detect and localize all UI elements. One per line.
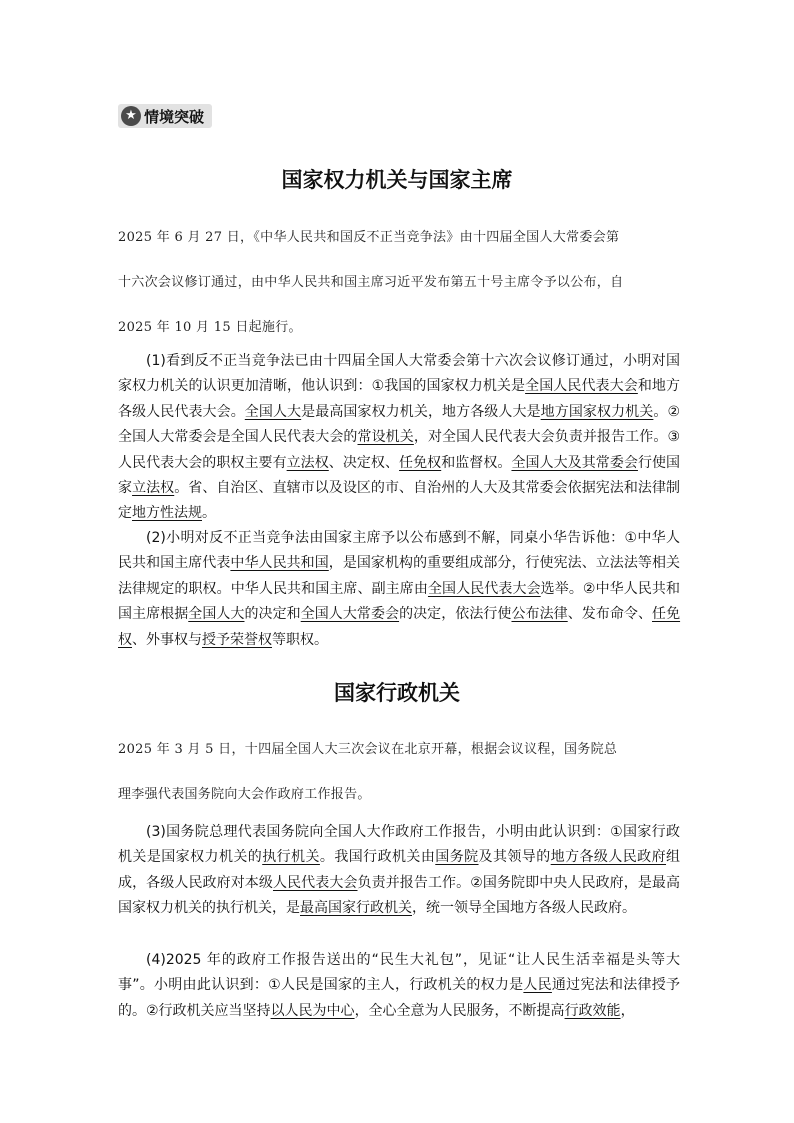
star-icon: ★: [121, 106, 141, 126]
text-run: 、发布命令、: [567, 606, 653, 623]
text-run: 的决定和: [244, 606, 301, 623]
question-2-paragraph: [118, 526, 680, 653]
answer-underline: 全国人大: [188, 606, 245, 623]
context-line: 2025 年 10 月 15 日起施行。: [118, 320, 302, 335]
answer-underline: 地方国家权力机关: [540, 403, 654, 420]
answer-underline: 任免权: [399, 454, 442, 471]
answer-underline: 人民代表大会: [272, 874, 358, 891]
text-run: (4)2025 年的政府工作报告送出的“民生大礼包”，见证“让人民生活幸福是头等大事”。小明由此认识到：①人民是国家的主人，行政机关的权力是: [118, 952, 680, 994]
answer-underline: 立法权: [132, 480, 175, 497]
context-line: 理李强代表国务院向大会作政府工作报告。: [118, 787, 371, 802]
question-1-paragraph: [118, 349, 680, 527]
text-run: ，统一领导全国地方各级人民政府。: [412, 900, 636, 917]
text-run: (3)国务院总理代表国务院向全国人大作政府工作报告，小明由此认识到：①国家行政机关是国家权力机关的: [118, 824, 680, 866]
answer-underline: 地方性法规: [132, 505, 202, 522]
text-run: 的决定，依法行使: [399, 606, 512, 623]
section-badge: [118, 104, 212, 128]
answer-underline: 全国人民代表大会: [427, 580, 541, 597]
context-block-2: [118, 740, 680, 830]
text-run: 。我国行政机关由: [319, 849, 436, 866]
text-run: 负责并报告工作。②国务院即中央人民政府，是最高国家权力机关的执行机关，是: [118, 874, 681, 917]
answer-underline: 全国人大常委会: [300, 606, 400, 623]
badge-label: 情境突破: [144, 107, 205, 126]
text-run: 、外事权与: [132, 631, 202, 648]
answer-underline: 以人民为中心: [270, 1002, 355, 1019]
answer-underline: 全国人大及其常委会: [511, 454, 638, 471]
text-run: 。: [202, 505, 216, 522]
answer-underline: 授予荣誉权: [202, 631, 272, 648]
answer-underline: 任免权: [118, 606, 681, 648]
answer-underline: 最高国家行政机关: [300, 900, 412, 917]
answer-underline: 立法权: [286, 454, 329, 471]
text-run: 组成，各级人民政府对本级: [118, 849, 681, 891]
answer-underline: 公布法律: [511, 606, 568, 623]
answer-underline: 常设机关: [357, 429, 414, 446]
text-run: 。省、自治区、直辖市以及设区的市、自治州的人大及其常委会依据宪法和法律制定: [118, 480, 681, 522]
context-line: 2025 年 6 月 27 日，《中华人民共和国反不正当竞争法》由十四届全国人大常委会第: [118, 230, 620, 245]
text-run: 选举。②中华人民共和国主席根据: [118, 580, 681, 623]
text-run: 及其领导的: [478, 849, 551, 866]
text-run: 行使国家: [118, 454, 681, 497]
section-title-power-organs: 国家权力机关与国家主席: [281, 168, 513, 192]
answer-underline: 全国人民代表大会: [525, 378, 638, 395]
text-run: ，全心全意为人民服务，不断提高: [354, 1002, 565, 1019]
answer-underline: 人民: [523, 977, 552, 994]
answer-underline: 国务院: [435, 849, 479, 866]
text-run: ，对全国人民代表大会负责并报告工作。③人民代表大会的职权主要有: [118, 429, 680, 471]
context-line: 2025 年 3 月 5 日，十四届全国人大三次会议在北京开幕，根据会议议程，国务院总: [118, 742, 618, 757]
answer-underline: 中华人民共和国: [230, 555, 329, 572]
question-4-paragraph: [118, 948, 680, 1024]
section-title-administrative-organs: 国家行政机关: [334, 681, 460, 705]
answer-underline: 执行机关: [262, 849, 320, 866]
context-line: 十六次会议修订通过，由中华人民共和国主席习近平发布第五十号主席令予以公布，自: [118, 275, 624, 290]
text-run: 和监督权。: [441, 454, 512, 471]
text-run: (1)看到反不正当竞争法已由十四届全国人大常委会第十六次会议修订通过，小明对国家权力机关的认识更加清晰，他认识到：①我国的国家权力机关是: [118, 353, 680, 395]
text-run: ，: [620, 1002, 635, 1019]
question-3-paragraph: [118, 820, 680, 922]
text-run: 、决定权、: [328, 454, 400, 471]
answer-underline: 全国人大: [244, 403, 302, 420]
text-run: 和地方各级人民代表大会。: [118, 378, 681, 420]
text-run: (2)小明对反不正当竞争法由国家主席予以公布感到不解，同桌小华告诉他：①中华人民共和国主席代表: [118, 530, 680, 572]
text-run: 是最高国家权力机关，地方各级人大是: [301, 403, 541, 420]
text-run: 等职权。: [272, 631, 328, 648]
text-run: 通过宪法和法律授予的。②行政机关应当坚持: [118, 977, 681, 1019]
text-run: 。②全国人大常委会是全国人民代表大会的: [118, 403, 681, 446]
answer-underline: 行政效能: [564, 1002, 621, 1019]
context-block-1: [118, 228, 680, 363]
answer-underline: 地方各级人民政府: [550, 849, 667, 866]
text-run: ，是国家机构的重要组成部分，行使宪法、立法法等相关法律规定的职权。中华人民共和国主席、副主席由: [118, 555, 681, 597]
